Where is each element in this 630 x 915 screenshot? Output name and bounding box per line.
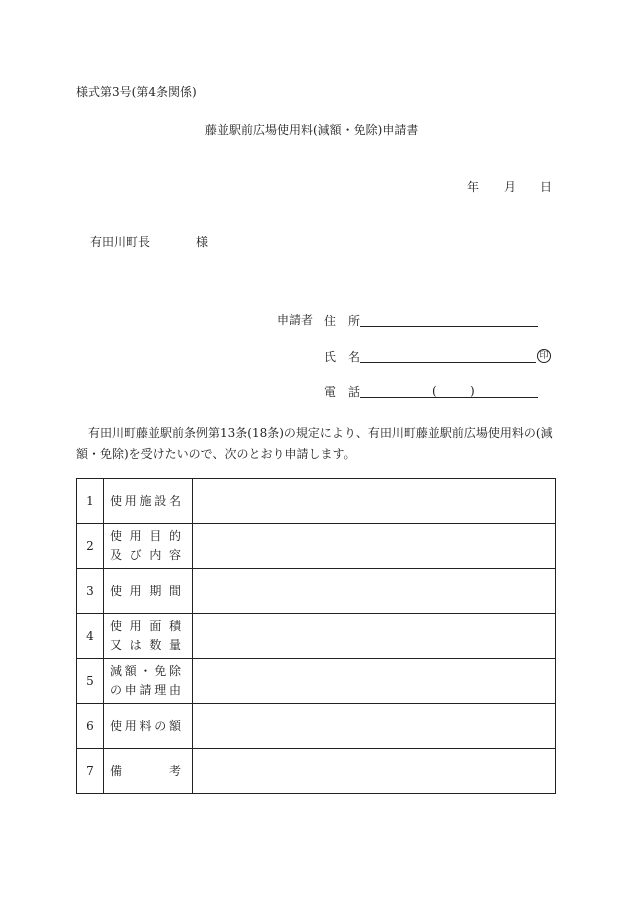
form-number: 様式第3号(第4条関係)	[76, 85, 197, 99]
row-label: 使用施設名	[104, 479, 193, 524]
table-row	[77, 614, 556, 659]
phone-paren-close: )	[470, 384, 475, 398]
address-label: 住 所	[324, 314, 361, 328]
table-row	[77, 704, 556, 749]
body-paragraph: 有田川町藤並駅前条例第13条(18条)の規定により、有田川町藤並駅前広場使用料の(減額・免除)を受けたいので、次のとおり申請します。	[76, 426, 553, 461]
table-row	[77, 569, 556, 614]
page-title: 藤並駅前広場使用料(減額・免除)申請書	[205, 123, 419, 137]
seal-mark: 印	[537, 349, 551, 363]
addressee-name: 有田川町長	[90, 235, 151, 249]
row-number: 6	[77, 704, 104, 749]
date-year: 年	[467, 180, 480, 194]
table-row	[77, 479, 556, 524]
table-row	[77, 659, 556, 704]
address-row	[324, 314, 538, 327]
row-value-field[interactable]	[193, 479, 556, 524]
row-label: 備考	[104, 749, 193, 794]
row-value-field[interactable]	[193, 749, 556, 794]
row-label: 使用期間	[104, 569, 193, 614]
address-field[interactable]	[360, 314, 538, 327]
phone-row	[324, 385, 538, 398]
row-value-field[interactable]	[193, 524, 556, 569]
row-label: 使用面積 又は数量	[104, 614, 193, 659]
row-number: 2	[77, 524, 104, 569]
name-field[interactable]	[360, 350, 536, 363]
row-label: 使用目的 及び内容	[104, 524, 193, 569]
application-table	[76, 478, 556, 794]
row-number: 1	[77, 479, 104, 524]
addressee-honorific: 様	[196, 235, 209, 249]
row-number: 3	[77, 569, 104, 614]
row-label: 減額・免除 の申請理由	[104, 659, 193, 704]
row-value-field[interactable]	[193, 704, 556, 749]
date-month: 月	[504, 180, 517, 194]
row-value-field[interactable]	[193, 659, 556, 704]
phone-paren-open: (	[432, 384, 437, 398]
row-value-field[interactable]	[193, 614, 556, 659]
row-number: 7	[77, 749, 104, 794]
applicant-label: 申請者	[277, 313, 314, 327]
date-day: 日	[540, 180, 553, 194]
phone-field[interactable]	[360, 385, 538, 398]
row-value-field[interactable]	[193, 569, 556, 614]
phone-label: 電 話	[324, 385, 361, 399]
row-number: 5	[77, 659, 104, 704]
row-number: 4	[77, 614, 104, 659]
table-row	[77, 524, 556, 569]
table-row	[77, 749, 556, 794]
row-label: 使用料の額	[104, 704, 193, 749]
name-label: 氏 名	[324, 350, 361, 364]
name-row	[324, 349, 551, 363]
